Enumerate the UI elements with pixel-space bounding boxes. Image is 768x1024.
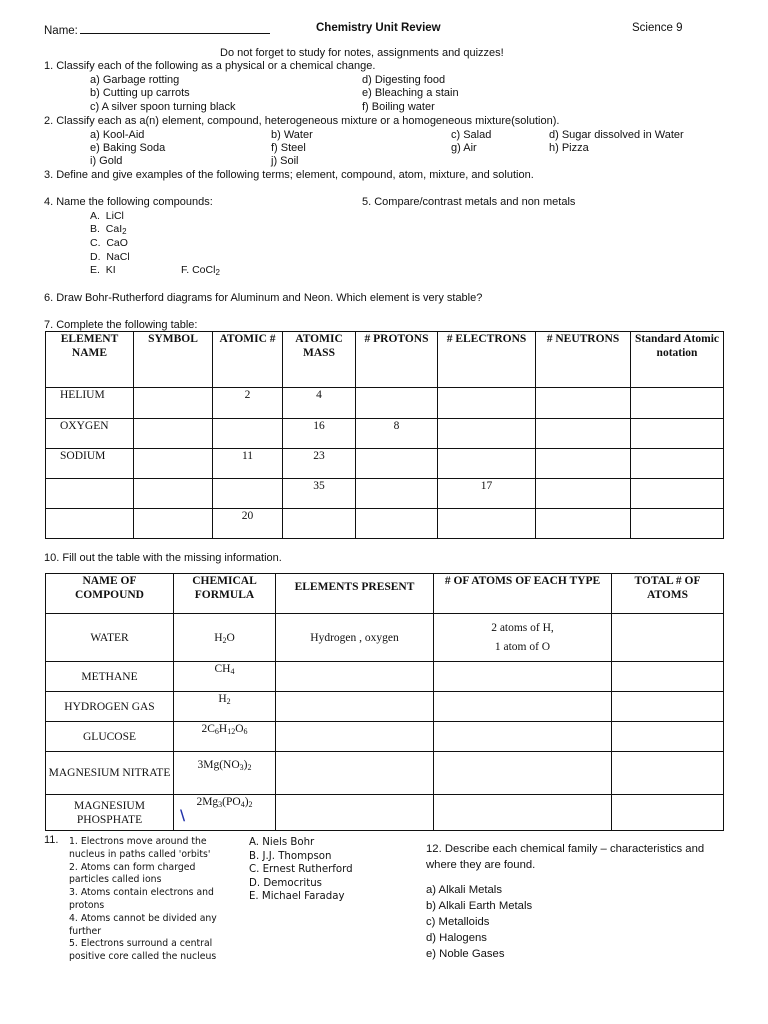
header-atomic-number: ATOMIC # [213,332,283,388]
table-cell[interactable] [134,509,213,539]
study-reminder: Do not forget to study for notes, assignments and quizzes! [220,47,504,59]
q4-item: D. NaCl [90,251,130,263]
table-cell[interactable] [356,388,438,419]
table-cell[interactable] [213,479,283,509]
header-chemical-formula: CHEMICAL FORMULA [174,574,276,614]
table-row [46,419,724,449]
table-cell: 8 [356,419,438,449]
table-cell[interactable] [536,479,631,509]
q4-item-f: F. CoCl$_2$ [181,264,220,277]
table-cell: 16 [283,419,356,449]
table-cell: 11 [213,449,283,479]
table-cell[interactable] [438,388,536,419]
table-cell: WATER [46,614,174,662]
table-cell[interactable] [434,795,612,831]
table-cell[interactable] [631,449,724,479]
table-row [46,752,724,795]
q11-statements: 1. Electrons move around the nucleus in paths called 'orbits' 2. Atoms can form charged particles called ions 3. Atoms contain electrons and protons 4. Atoms cannot be divided any further 5. Electrons surround a central positive core called the nucleus [69,836,217,963]
table-cell[interactable] [536,419,631,449]
table-cell[interactable] [46,479,134,509]
table-cell[interactable] [356,479,438,509]
q4-item: C. CaO [90,237,128,249]
header-element-name: ELEMENT NAME [46,332,134,388]
table-cell[interactable] [134,388,213,419]
table-cell: 17 [438,479,536,509]
q2-item: e) Baking Soda [90,142,166,154]
table-row [46,662,724,692]
table-cell[interactable] [631,419,724,449]
table-cell[interactable] [434,722,612,752]
table-cell: 4 [283,388,356,419]
table-cell[interactable] [276,692,434,722]
header-neutrons: # NEUTRONS [536,332,631,388]
table-cell: 23 [283,449,356,479]
table-row [46,614,724,662]
table-cell[interactable] [438,509,536,539]
q2-item: j) Soil [271,155,299,167]
q2-item: i) Gold [90,155,123,167]
q4-item: B. CaI$_2$ [90,223,127,236]
q11-number: 11. [44,834,59,846]
q1-item: b) Cutting up carrots [90,87,190,99]
table-cell[interactable] [434,692,612,722]
q7-prompt: 7. Complete the following table: [44,319,198,331]
table-row [46,692,724,722]
q4-item: E. KI [90,264,116,276]
table-cell: METHANE [46,662,174,692]
formula-cell: $2Mg_3(PO_4)_2$ [174,795,276,831]
atomic-table-header [46,332,724,388]
table-cell[interactable] [631,388,724,419]
table-cell[interactable] [134,419,213,449]
table-cell[interactable] [276,752,434,795]
table-cell[interactable] [356,509,438,539]
table-cell[interactable] [612,614,724,662]
table-row [46,388,724,419]
header-compound-name: NAME OF COMPOUND [46,574,174,614]
formula-cell: $2C_6H_{12}O_6$ [174,722,276,752]
table-cell[interactable] [356,449,438,479]
table-cell: 2 [213,388,283,419]
table-cell[interactable] [612,662,724,692]
q1-item: d) Digesting food [362,74,446,86]
compound-table-header [46,574,724,614]
table-cell[interactable] [276,662,434,692]
table-cell: 35 [283,479,356,509]
table-cell: MAGNESIUM PHOSPHATE [46,795,174,831]
table-cell[interactable] [612,752,724,795]
header-atoms-each-type: # OF ATOMS OF EACH TYPE [434,574,612,614]
q4-prompt: 4. Name the following compounds: [44,196,213,208]
formula-cell: $3Mg(NO_3)_2$ [174,752,276,795]
table-cell[interactable] [612,692,724,722]
q10-prompt: 10. Fill out the table with the missing information. [44,552,282,564]
q1-item: a) Garbage rotting [90,74,180,86]
table-cell: HELIUM [46,388,134,419]
table-row [46,449,724,479]
table-cell[interactable] [536,509,631,539]
formula-cell: $CH_4$ [174,662,276,692]
table-cell[interactable] [434,752,612,795]
header-atomic-mass: ATOMIC MASS [283,332,356,388]
table-row [46,722,724,752]
q3-prompt: 3. Define and give examples of the following terms; element, compound, atom, mixture, and solution. [44,169,534,181]
table-cell[interactable] [134,479,213,509]
formula-cell: $H_2O$ [174,614,276,662]
table-cell: MAGNESIUM NITRATE [46,752,174,795]
table-cell[interactable] [631,509,724,539]
table-cell[interactable] [612,795,724,831]
q1-item: e) Bleaching a stain [362,87,459,99]
table-cell[interactable] [438,449,536,479]
table-cell[interactable] [46,509,134,539]
table-cell[interactable] [283,509,356,539]
q2-item: d) Sugar dissolved in Water [549,129,684,141]
q6-prompt: 6. Draw Bohr-Rutherford diagrams for Aluminum and Neon. Which element is very stable? [44,292,483,304]
table-cell[interactable] [536,449,631,479]
q11-scientists: A. Niels Bohr B. J.J. Thompson C. Ernest Rutherford D. Democritus E. Michael Faraday [249,837,353,903]
table-cell[interactable] [612,722,724,752]
pen-mark: \ [180,808,186,824]
course-label: Science 9 [632,22,683,34]
header-symbol: SYMBOL [134,332,213,388]
table-row [46,795,724,831]
table-cell: Hydrogen , oxygen [276,614,434,662]
table-cell: HYDROGEN GAS [46,692,174,722]
q2-prompt: 2. Classify each as a(n) element, compound, heterogeneous mixture or a homogeneous mixture(solution). [44,115,560,127]
formula-cell: $H_2$ [174,692,276,722]
table-cell: OXYGEN [46,419,134,449]
atomic-table [45,331,724,539]
table-cell[interactable] [536,388,631,419]
q2-item: f) Steel [271,142,306,154]
q2-item: b) Water [271,129,313,141]
table-cell[interactable] [438,419,536,449]
q12-prompt: 12. Describe each chemical family – characteristics and where they are found. [426,843,705,871]
table-row [46,479,724,509]
compound-table [45,573,724,831]
q4-item: A. LiCl [90,210,124,222]
table-cell: SODIUM [46,449,134,479]
q1-item: f) Boiling water [362,101,435,113]
table-cell[interactable] [213,419,283,449]
q12-items: a) Alkali Metals b) Alkali Earth Metals c) Metalloids d) Halogens e) Noble Gases [426,884,533,960]
table-cell: GLUCOSE [46,722,174,752]
header-protons: # PROTONS [356,332,438,388]
table-cell[interactable] [134,449,213,479]
table-row [46,509,724,539]
header-elements-present: ELEMENTS PRESENT [276,574,434,614]
table-cell[interactable] [276,795,434,831]
table-cell[interactable] [434,662,612,692]
table-cell[interactable] [276,722,434,752]
table-cell: 20 [213,509,283,539]
q2-item: g) Air [451,142,477,154]
name-blank[interactable] [80,22,270,34]
name-label: Name: [44,22,270,37]
table-cell[interactable] [631,479,724,509]
q2-item: h) Pizza [549,142,589,154]
q1-item: c) A silver spoon turning black [90,101,236,113]
q1-prompt: 1. Classify each of the following as a physical or a chemical change. [44,60,376,72]
header-total-atoms: TOTAL # OF ATOMS [612,574,724,614]
header-electrons: # ELECTRONS [438,332,536,388]
q2-item: c) Salad [451,129,492,141]
q5-prompt: 5. Compare/contrast metals and non metals [362,196,576,208]
header-atomic-notation: Standard Atomic notation [631,332,724,388]
page-title: Chemistry Unit Review [316,22,441,34]
q2-item: a) Kool-Aid [90,129,145,141]
table-cell: 2 atoms of H, 1 atom of O [434,614,612,662]
